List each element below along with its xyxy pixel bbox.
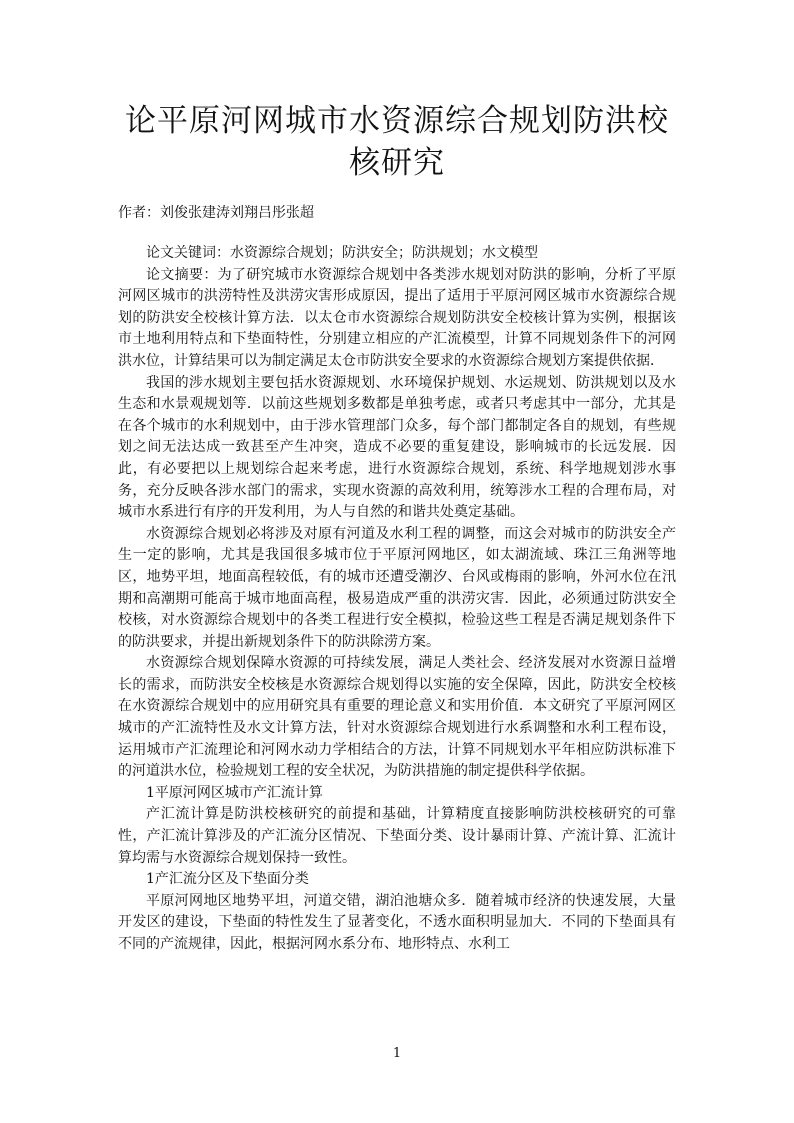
section-heading-1-1: 1产汇流分区及下垫面分类 (146, 871, 309, 888)
body-paragraph-2: 水资源综合规划必将涉及对原有河道及水利工程的调整，而这会对城市的防洪安全产生一定的影响，尤其是我国很多城市位于平原河网地区，如太湖流域、珠江三角洲等地区，地势平坦，地面高程较低，有的城市还遭受潮汐、台风或梅雨的影响，外河水位在汛期和高潮期可能高于城市地面高程，极易造成严重的洪涝灾害．因此，必须通过防洪安全校核，对水资源综合规划中的各类工程进行安全模拟，检验这些工程是否满足规划条件下的防洪要求，并提出新规划条件下的防洪除涝方案。 (118, 525, 676, 650)
body-paragraph-1: 我国的涉水规划主要包括水资源规划、水环境保护规划、水运规划、防洪规划以及水生态和水景观规划等．以前这些规划多数都是单独考虑，或者只考虑其中一部分，尤其是在各个城市的水利规划中，由于涉水管理部门众多，每个部门都制定各自的规划，有些规划之间无法达成一致甚至产生冲突，造成不必要的重复建设，影响城市的长远发展．因此，有必要把以上规划综合起来考虑，进行水资源综合规划，系统、科学地规划涉水事务，充分反映各涉水部门的需求，实现水资源的高效利用，统筹涉水工程的合理布局，对城市水系进行有序的开发利用，为人与自然的和谐共处奠定基础。 (118, 374, 676, 521)
body-paragraph-5: 平原河网地区地势平坦，河道交错，湖泊池塘众多．随着城市经济的快速发展，大量开发区的建设，下垫面的特性发生了显著变化，不透水面积明显加大．不同的下垫面具有不同的产流规律，因此，根据河网水系分布、地形特点、水利工 (118, 892, 676, 952)
page-number: 1 (392, 1046, 402, 1061)
keywords-paragraph: 论文关键词：水资源综合规划；防洪安全；防洪规划；水文模型 (146, 245, 538, 261)
body-paragraph-3: 水资源综合规划保障水资源的可持续发展，满足人类社会、经济发展对水资源日益增长的需求，而防洪安全校核是水资源综合规划得以实施的安全保障，因此，防洪安全校核在水资源综合规划中的应用研究具有重要的理论意义和实用价值．本文研究了平原河网区城市的产汇流特性及水文计算方法，针对水资源综合规划进行水系调整和水利工程布设，运用城市产汇流理论和河网水动力学相结合的方法，计算不同规划水平年相应防洪标准下的河道洪水位，检验规划工程的安全状况，为防洪措施的制定提供科学依据。 (118, 655, 676, 780)
document-body (118, 243, 676, 956)
body-paragraph-4: 产汇流计算是防洪校核研究的前提和基础，计算精度直接影响防洪校核研究的可靠性，产汇流计算涉及的产汇流分区情况、下垫面分类、设计暴雨计算、产流计算、汇流计算均需与水资源综合规划保持一致性。 (118, 806, 676, 866)
abstract-paragraph: 论文摘要：为了研究城市水资源综合规划中各类涉水规划对防洪的影响，分析了平原河网区城市的洪涝特性及洪涝灾害形成原因，提出了适用于平原河网区城市水资源综合规划的防洪安全校核计算方法．以太仓市水资源综合规划防洪安全校核计算为实例，根据该市土地利用特点和下垫面特性，分别建立相应的产汇流模型，计算不同规划条件下的河网洪水位，计算结果可以为制定满足太仓市防洪安全要求的水资源综合规划方案提供依据． (118, 266, 676, 369)
page-title: 论平原河网城市水资源综合规划防洪校核研究 (125, 103, 669, 181)
authors-line: 作者：刘俊张建涛刘翔吕彤张超 (118, 205, 314, 221)
section-heading-1: 1平原河网区城市产汇流计算 (146, 784, 323, 801)
